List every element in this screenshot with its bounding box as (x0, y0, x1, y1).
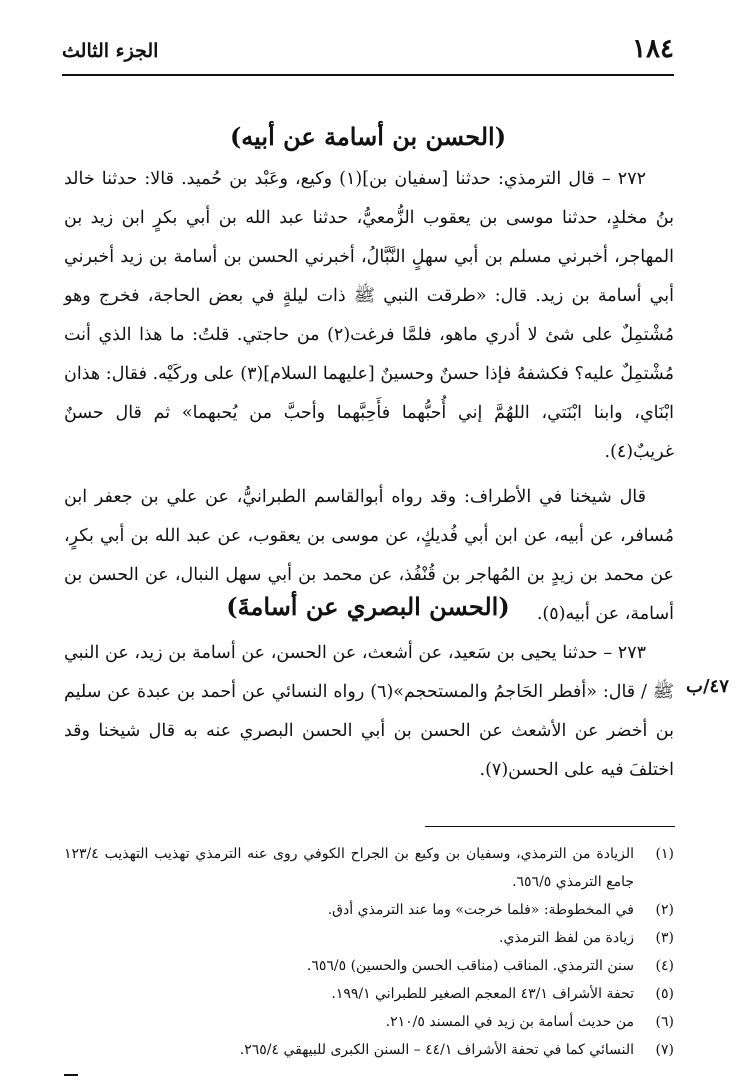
bottom-dash-mark (64, 1074, 78, 1076)
section-heading-1: (الحسن بن أسامة عن أبيه) (229, 122, 507, 151)
footnote-number: (١) (655, 846, 674, 862)
footnote-item (64, 1008, 674, 1036)
footnote-text: زيادة من لفظ الترمذي. (499, 930, 634, 946)
footnote-number: (٦) (655, 1014, 674, 1030)
footnote-number: (٤) (655, 958, 674, 974)
hadith-272-paragraph: ٢٧٢ – قال الترمذي: حدثنا [سفيان بن](١) وكيع، وعَبْد بن حُميد. قالا: حدثنا خالد بنُ مخلدٍ، حدثنا موسى بن يعقوب الزُّمعيُّ، حدثنا عبد الله بن أبي بكرٍ ابن زيد بن المهاجر، أخبرني مسلم بن أبي سهلٍ النَّبَّالُ، أخبرني الحسن بن أسامة بن زيد أخبرني أبي أسامة بن زيد. قال: «طرقت النبي ﷺ ذات ليلةٍ في بعض الحاجة، فخرج وهو مُشْتمِلٌ على شئ لا أدري ماهو، فلمَّا فرغت(٢) من حاجتي. قلتُ: ما هذا الذي أنت مُشْتمِلٌ عليه؟ فكشفهُ فإذا حسنٌ وحسينٌ [عليهما السلام](٣) على وركَيْه. فقال: هذان ابْنَاي، وابنا ابْنَتي، اللهُمَّ إني أُحبُّهما فأَحِبَّهما وأحبَّ من يُحبهما» ثم قال حسنٌ غريبٌ(٤). (64, 169, 674, 462)
footnote-divider (425, 826, 675, 827)
footnote-number: (٣) (655, 930, 674, 946)
footnote-number: (٧) (655, 1042, 674, 1058)
footnote-item (64, 896, 674, 924)
footnote-item (64, 924, 674, 952)
section-body-1 (64, 160, 674, 634)
footnote-item (64, 980, 674, 1008)
footnote-text: النسائي كما في تحفة الأشراف ٤٤/١ – السنن الكبرى للبيهقي ٢٦٥/٤. (239, 1042, 634, 1058)
footnote-text: من حديث أسامة بن زيد في المسند ٢١٠/٥. (385, 1014, 634, 1030)
section-body-2 (64, 634, 674, 790)
hadith-273-paragraph: ٢٧٣ – حدثنا يحيى بن سَعيد، عن أشعث، عن الحسن، عن أسامة بن زيد، عن النبي ﷺ / قال: «أفطر الحَاجمُ والمستحجم»(٦) رواه النسائي عن أحمد بن عبدة عن سليم بن أخضر عن الأشعث عن الحسن بن أبي الحسن البصري عنه به قال شيخنا وقد اختلفَ فيه على الحسن(٧). (64, 643, 674, 780)
footnote-text: في المخطوطة: «فلما خرجت» وما عند الترمذي أدق. (327, 902, 634, 918)
footnote-number: (٢) (655, 902, 674, 918)
section-heading-2: (الحسن البصري عن أسامةَ) (226, 592, 510, 621)
page-number: ١٨٤ (632, 34, 674, 64)
atraf-paragraph: قال شيخنا في الأطراف: وقد رواه أبوالقاسم الطبرانيُّ، عن علي بن جعفر ابن مُسافر، عن أبيه، عن ابن أبي فُديكٍ، عن موسى بن يعقوب، عن عبد الله بن أبي بكرٍ، عن محمد بن زيدٍ بن المُهاجر بن قُنْفُذ، عن محمد بن أبي سهل النبال، عن الحسن بن أسامة، عن أبيه(٥). (64, 487, 674, 624)
footnote-text: الزيادة من الترمذي، وسفيان بن وكيع بن الجراح الكوفي روى عنه الترمذي تهذيب التهذيب ١٢٣/٤ جامع الترمذي ٦٥٦/٥. (64, 846, 634, 890)
footnote-item (64, 840, 674, 896)
page-header (62, 30, 674, 76)
footnote-text: تحفة الأشراف ٤٣/١ المعجم الصغير للطبراني ١٩٩/١. (331, 986, 634, 1002)
footnote-text: سنن الترمذي. المناقب (مناقب الحسن والحسين) ٦٥٦/٥. (306, 958, 634, 974)
manuscript-folio-note: ٤٧/ب (686, 676, 729, 697)
footnote-item (64, 1036, 674, 1064)
part-title: الجزء الثالث (62, 40, 159, 62)
footnotes (64, 840, 674, 1064)
footnote-number: (٥) (655, 986, 674, 1002)
footnote-item (64, 952, 674, 980)
